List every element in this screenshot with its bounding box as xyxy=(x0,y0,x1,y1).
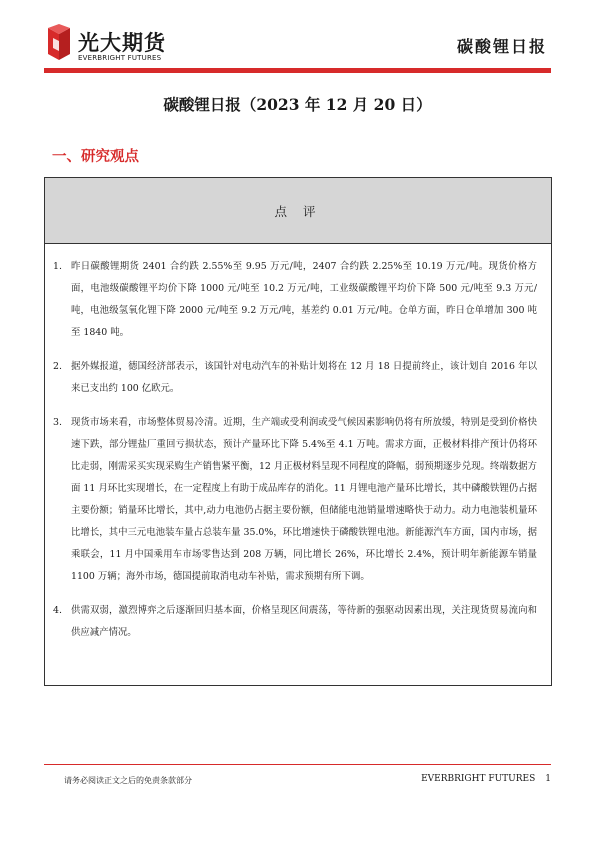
section-heading: 一、研究观点 xyxy=(52,149,139,165)
commentary-item xyxy=(53,600,537,644)
header-divider xyxy=(44,68,551,73)
everbright-logo-icon xyxy=(44,24,74,64)
commentary-body xyxy=(45,244,551,644)
footer-brand: EVERBRIGHT FUTURES xyxy=(421,774,536,784)
company-logo xyxy=(44,24,194,64)
item-number: 3. xyxy=(53,417,62,428)
commentary-item xyxy=(53,256,537,344)
item-number: 2. xyxy=(53,361,62,372)
footer-divider xyxy=(44,764,551,765)
item-text: 供需双弱，激烈博弈之后逐渐回归基本面，价格呈现区间震荡，等待新的强驱动因素出现，关注现货贸易流向和供应减产情况。 xyxy=(71,605,537,638)
commentary-item xyxy=(53,412,537,588)
logo-name-en: EVERBRIGHT FUTURES xyxy=(78,54,162,62)
commentary-header xyxy=(45,178,551,244)
commentary-item xyxy=(53,356,537,400)
item-number: 4. xyxy=(53,605,62,616)
footer-disclaimer: 请务必阅读正文之后的免责条款部分 xyxy=(64,776,192,785)
footer-info xyxy=(421,774,551,784)
header-title: 碳酸锂日报 xyxy=(456,37,547,56)
document-title: 碳酸锂日报（2023 年 12 月 20 日） xyxy=(163,95,432,114)
commentary-box xyxy=(44,177,552,686)
commentary-label: 点 评 xyxy=(274,203,322,219)
page-number: 1 xyxy=(545,774,551,784)
item-number: 1. xyxy=(53,261,62,272)
item-text: 昨日碳酸锂期货 2401 合约跌 2.55%至 9.95 万元/吨，2407 合约跌 2.25%至 10.19 万元/吨。现货价格方面，电池级碳酸锂平均价下降 1000 元/吨至 10.2 万元/吨，工业级碳酸锂平均价下降 500 元/吨至 9.3 万元/吨，电池级氢氧化锂下降 2000 元/吨至 9.2 万元/吨，基差约 0.01 万元/吨。仓单方面，昨日仓单增加 300 吨至 1840 吨。 xyxy=(71,261,537,338)
item-text: 现货市场来看，市场整体贸易冷清。近期，生产端或受利润或受气候因素影响仍将有所放缓，特别是受到价格快速下跌，部分锂盐厂重回亏损状态，预计产量环比下降 5.4%至 4.1 万吨。需求方面，正极材料排产预计仍将环比走弱，刚需采买实现采购生产销售紧平衡，12 月正极材料呈现不同程度的降幅，弱预期逐步兑现。终端数据方面 11 月环比实现增长，在一定程度上有助于成品库存的消化。11 月锂电池产量环比增长，其中磷酸铁锂仍占据主要份额；销量环比增长，其中,动力电池仍占据主要份额，但储能电池销量增速略快于动力。动力电池装机量环比增长，其中三元电池装车量占总装车量 35.0%，环比增速快于磷酸铁锂电池。新能源汽车方面，国内市场，据乘联会，11 月中国乘用车市场零售达到 208 万辆，同比增长 26%，环比增长 2.4%，预计明年新能源车销量 1100 万辆；海外市场，德国提前取消电动车补贴，需求预期有所下调。 xyxy=(71,417,537,582)
logo-name-cn: 光大期货 xyxy=(78,31,166,55)
item-text: 据外媒报道，德国经济部表示，该国针对电动汽车的补贴计划将在 12 月 18 日提前终止，该计划自 2016 年以来已支出约 100 亿欧元。 xyxy=(71,361,537,394)
